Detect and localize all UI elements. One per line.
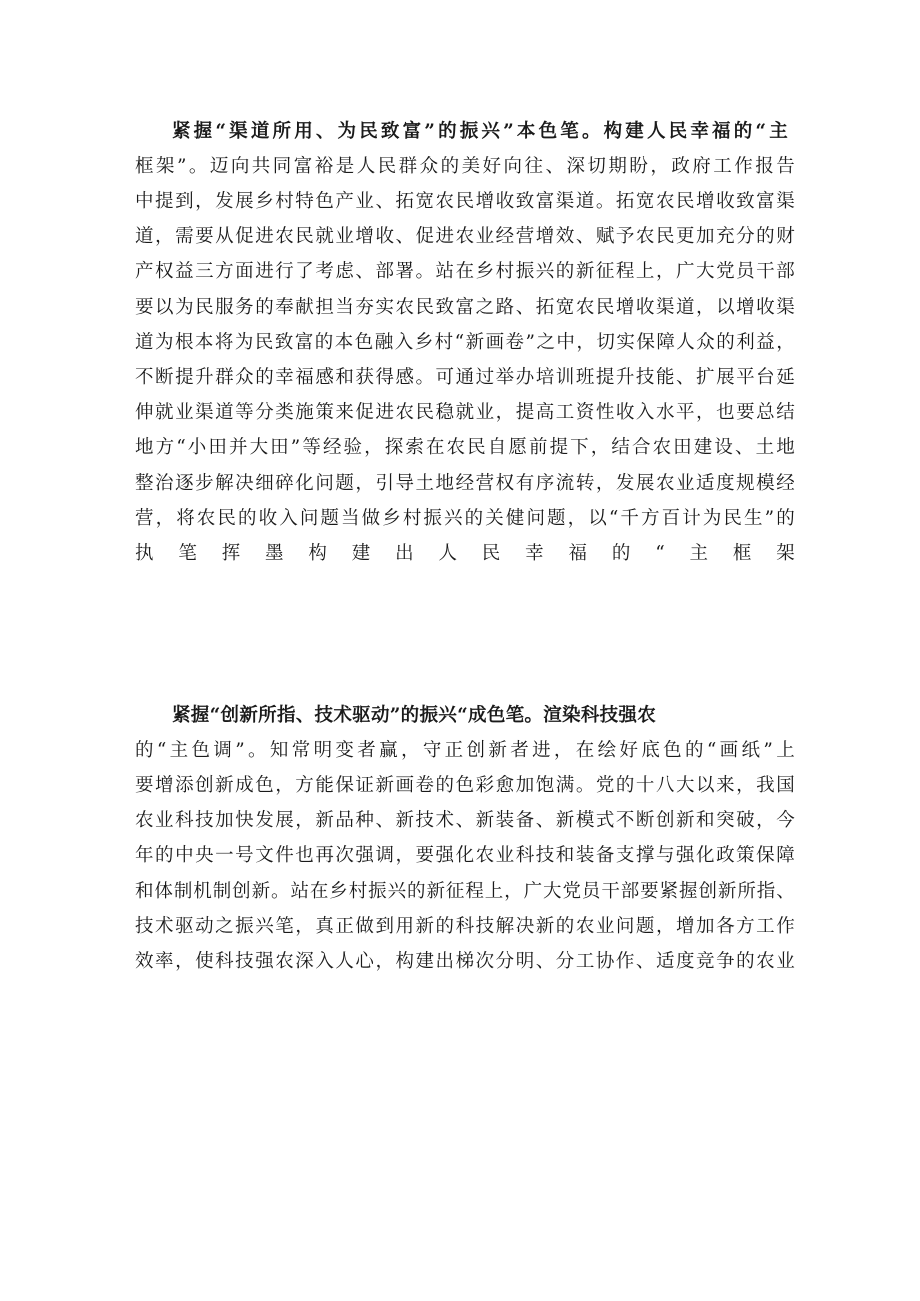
text-line: 和体制机制创新。站在乡村振兴的新征程上，广大党员干部要紧握创新所指、 [135,881,795,902]
text-line: 道，需要从促进农民就业增收、促进农业经营增效、赋予农民更加充分的财 [135,226,795,247]
text-line: 年的中央一号文件也再次强调，要强化农业科技和装备支撑与强化政策保障 [135,845,795,866]
text-line: 地方“小田并大田”等经验，探索在农民自愿前提下，结合农田建设、土地 [135,437,795,458]
text-line: 的“主色调”。知常明变者赢，守正创新者进，在绘好底色的“画纸”上 [135,740,795,761]
text-line: 道为根本将为民致富的本色融入乡村“新画卷”之中，切实保障人众的利益， [135,332,795,353]
text-line: 不断提升群众的幸福感和获得感。可通过举办培训班提升技能、扩展平台延 [135,367,795,388]
text-line: 伸就业渠道等分类施策来促进农民稳就业，提高工资性收入水平，也要总结 [135,402,795,423]
text-line: 效率，使科技强农深入人心，构建出梯次分明、分工协作、适度竞争的农业 [135,951,795,972]
text-line: 整治逐步解决细碎化问题，引导土地经营权有序流转，发展农业适度规模经 [135,473,795,494]
text-line: 农业科技加快发展，新品种、新技术、新装备、新模式不断创新和突破，今 [135,810,795,831]
text-line: 产权益三方面进行了考虑、部署。站在乡村振兴的新征程上，广大党员干部 [135,261,795,282]
text-line: 紧握“创新所指、技术驱动”的振兴“成色笔。渲染科技强农 [172,705,657,726]
text-line: 中提到，发展乡村特色产业、拓宽农民增收致富渠道。拓宽农民增收致富渠 [135,191,795,212]
text-line: 要以为民服务的奉献担当夯实农民致富之路、拓宽农民增收渠道，以增收渠 [135,297,795,318]
text-line: 执笔挥墨构建出人民幸福的“主框架 [135,543,795,564]
text-line: 营，将农民的收入问题当做乡村振兴的关健问题，以“千方百计为民生”的 [135,508,795,529]
text-line: 框架”。迈向共同富裕是人民群众的美好向往、深切期盼，政府工作报告 [135,156,795,177]
text-line: 紧握“渠道所用、为民致富”的振兴”本色笔。构建人民幸福的“主 [172,121,788,142]
text-line: 要增添创新成色，方能保证新画卷的色彩愈加饱满。党的十八大以来，我国 [135,775,795,796]
text-line: 技术驱动之振兴笔，真正做到用新的科技解决新的农业问题，增加各方工作 [135,916,795,937]
